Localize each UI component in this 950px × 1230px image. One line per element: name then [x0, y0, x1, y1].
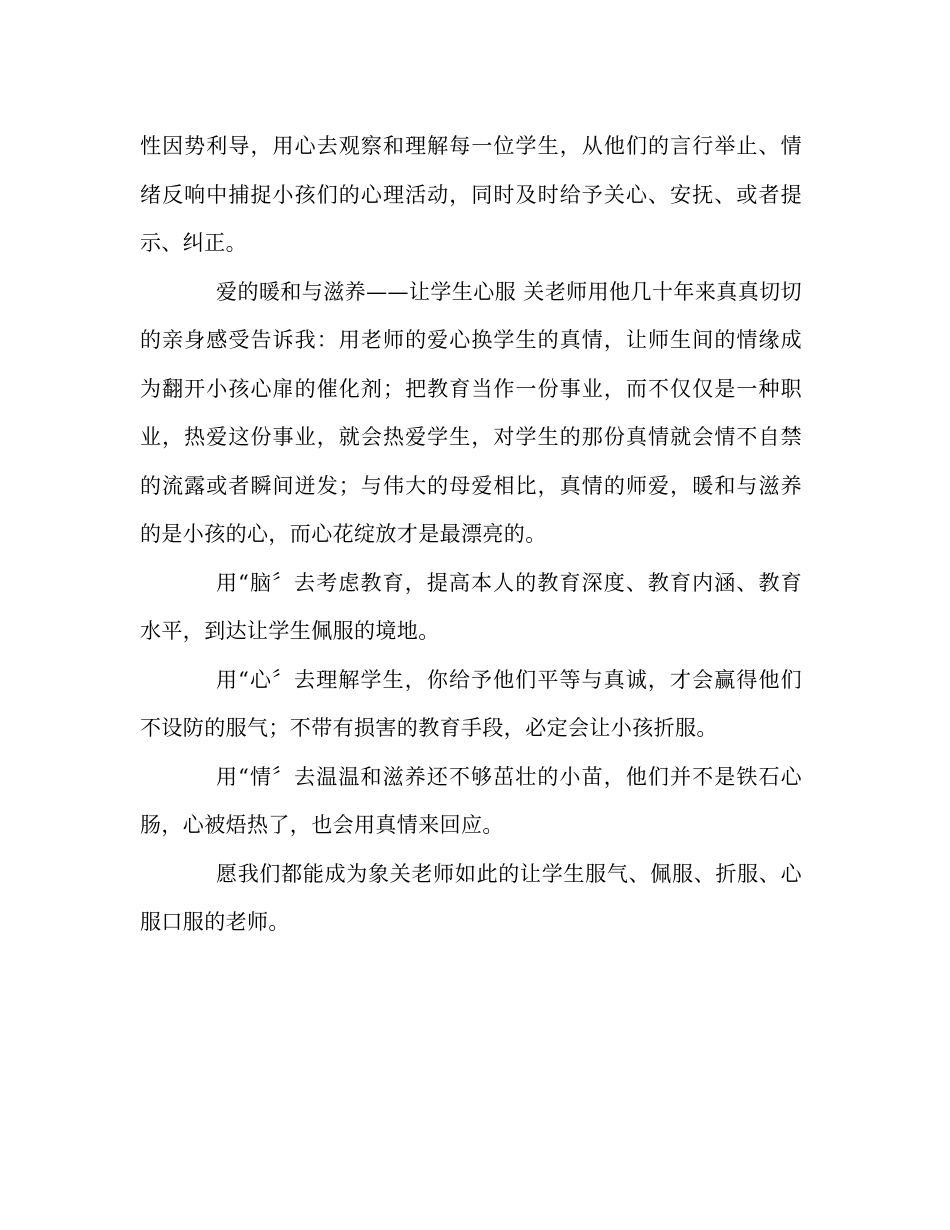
paragraph-heart: 用“心〞去理解学生，你给予他们平等与真诚，才会赢得他们不设防的服气；不带有损害的教育手段，必定会让小孩折服。 [140, 667, 802, 740]
paragraph-emotion: 用“情〞去温温和滋养还不够茁壮的小苗，他们并不是铁石心肠，心被焐热了，也会用真情来回应。 [140, 764, 802, 837]
paragraph-closing-wish: 愿我们都能成为象关老师如此的让学生服气、佩服、折服、心服口服的老师。 [140, 861, 802, 934]
paragraph-teacher-love: 爱的暖和与滋养——让学生心服 关老师用他几十年来真真切切的亲身感受告诉我：用老师的爱心换学生的真情，让师生间的情缘成为翻开小孩心扉的催化剂；把教育当作一份事业，而不仅仅是一种职业，热爱这份事业，就会热爱学生，对学生的那份真情就会情不自禁的流露或者瞬间迸发；与伟大的母爱相比，真情的师爱，暖和与滋养的是小孩的心，而心花绽放才是最漂亮的。 [140, 279, 802, 546]
paragraph-continuation: 性因势利导，用心去观察和理解每一位学生，从他们的言行举止、情绪反响中捕捉小孩们的心理活动，同时及时给予关心、安抚、或者提示、纠正。 [140, 134, 802, 255]
document-body [140, 122, 802, 947]
paragraph-brain: 用“脑〞去考虑教育，提高本人的教育深度、教育内涵、教育水平，到达让学生佩服的境地。 [140, 570, 802, 643]
